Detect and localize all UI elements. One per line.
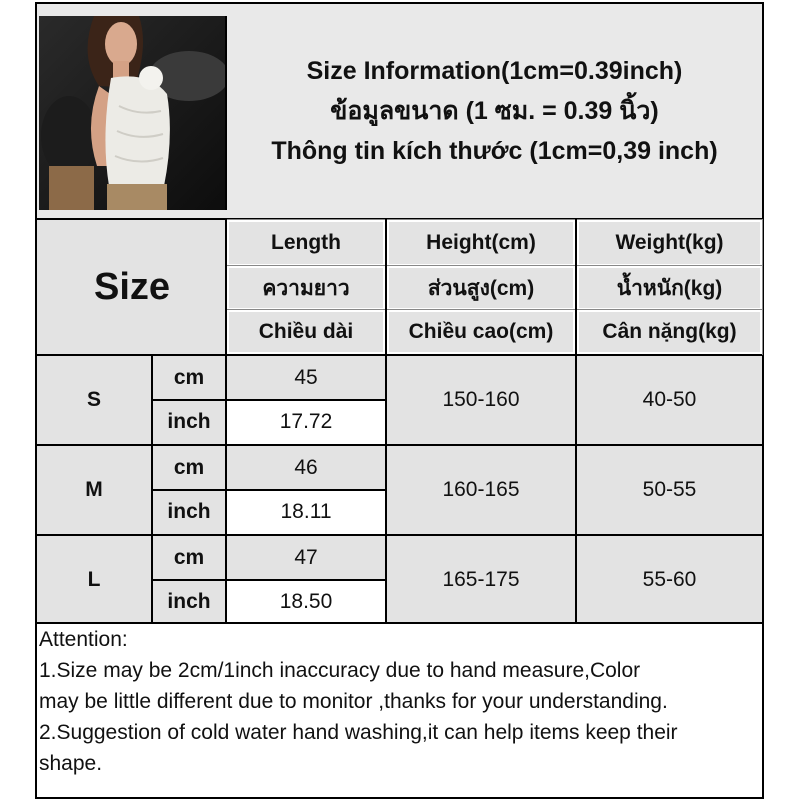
size-chart xyxy=(35,2,764,799)
divider xyxy=(385,218,387,624)
size-m: M xyxy=(37,446,151,534)
size-l: L xyxy=(37,536,151,624)
divider xyxy=(151,489,385,491)
size-header: Size xyxy=(37,220,227,354)
height-header-en: Height(cm) xyxy=(387,220,575,266)
height-m: 160-165 xyxy=(387,446,575,534)
length-cm-s: 45 xyxy=(227,356,385,400)
weight-l: 55-60 xyxy=(577,536,762,624)
divider xyxy=(151,399,385,401)
length-header-vi: Chiều dài xyxy=(227,310,385,354)
divider xyxy=(225,218,227,624)
height-header-th: ส่วนสูง(cm) xyxy=(387,266,575,310)
size-s: S xyxy=(37,356,151,444)
product-photo xyxy=(39,16,227,210)
attention-line: 2.Suggestion of cold water hand washing,it can help items keep their xyxy=(39,721,678,744)
length-header-th: ความยาว xyxy=(227,266,385,310)
length-cm-l: 47 xyxy=(227,536,385,580)
attention-line: may be little different due to monitor ,thanks for your understanding. xyxy=(39,690,668,713)
unit-inch: inch xyxy=(153,490,225,534)
height-header-vi: Chiều cao(cm) xyxy=(387,310,575,354)
length-inch-l: 18.50 xyxy=(227,580,385,624)
attention-line: shape. xyxy=(39,752,103,775)
attention-heading: Attention: xyxy=(39,628,128,651)
divider xyxy=(151,579,385,581)
unit-inch: inch xyxy=(153,580,225,624)
length-inch-m: 18.11 xyxy=(227,490,385,534)
title-english: Size Information(1cm=0.39inch) xyxy=(306,57,683,85)
height-l: 165-175 xyxy=(387,536,575,624)
height-s: 150-160 xyxy=(387,356,575,444)
weight-header-vi: Cân nặng(kg) xyxy=(577,310,762,354)
length-inch-s: 17.72 xyxy=(227,400,385,444)
title-thai: ข้อมูลขนาด (1 ซม. = 0.39 นิ้ว) xyxy=(330,97,659,125)
weight-s: 40-50 xyxy=(577,356,762,444)
title-vietnamese: Thông tin kích thước (1cm=0,39 inch) xyxy=(271,137,718,165)
length-cm-m: 46 xyxy=(227,446,385,490)
attention-notes xyxy=(39,624,760,779)
unit-inch: inch xyxy=(153,400,225,444)
divider xyxy=(37,444,762,446)
divider xyxy=(37,534,762,536)
length-header-en: Length xyxy=(227,220,385,266)
unit-cm: cm xyxy=(153,356,225,400)
unit-cm: cm xyxy=(153,536,225,580)
weight-header-th: น้ำหนัก(kg) xyxy=(577,266,762,310)
weight-header-en: Weight(kg) xyxy=(577,220,762,266)
title-block xyxy=(227,4,762,218)
unit-cm: cm xyxy=(153,446,225,490)
weight-m: 50-55 xyxy=(577,446,762,534)
header-section xyxy=(37,4,762,220)
attention-line: 1.Size may be 2cm/1inch inaccuracy due to hand measure,Color xyxy=(39,659,641,682)
divider xyxy=(575,218,577,624)
divider xyxy=(37,354,762,356)
